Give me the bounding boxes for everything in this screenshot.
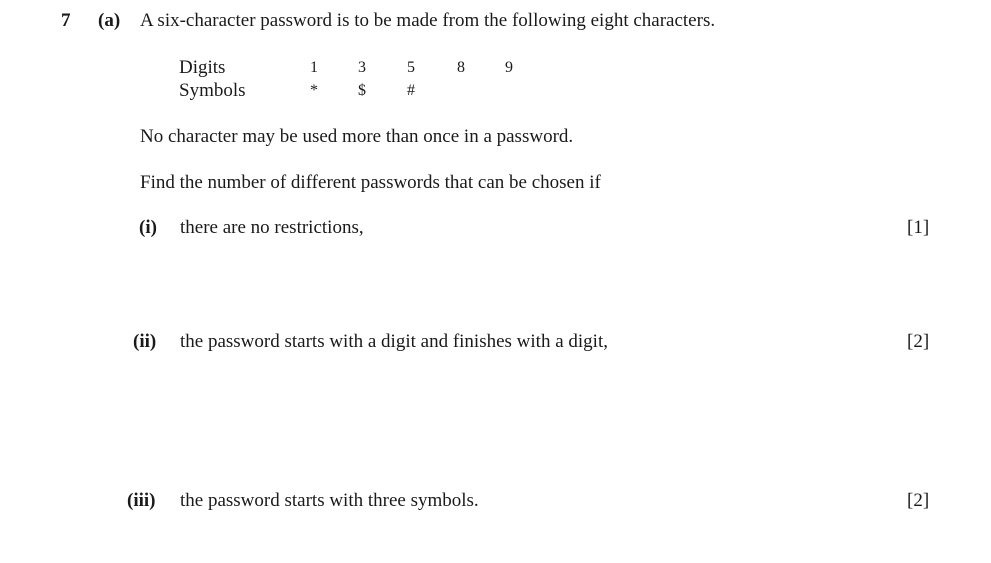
rule-statement: No character may be used more than once in a password. xyxy=(140,126,574,147)
digit-cell: 9 xyxy=(505,59,513,76)
digit-cell: 8 xyxy=(457,59,465,76)
question-intro: A six-character password is to be made from the following eight characters. xyxy=(140,10,716,31)
marks-label: [2] xyxy=(907,331,930,352)
subpart-label: (iii) xyxy=(127,490,156,511)
subpart-text: the password starts with a digit and finishes with a digit, xyxy=(180,331,608,352)
subpart-label: (ii) xyxy=(133,331,157,352)
subpart-text: there are no restrictions, xyxy=(180,217,364,238)
digit-cell: 3 xyxy=(358,59,366,76)
marks-label: [1] xyxy=(907,217,930,238)
symbol-cell: $ xyxy=(358,82,366,99)
digit-cell: 1 xyxy=(310,59,318,76)
subpart-text: the password starts with three symbols. xyxy=(180,490,479,511)
symbol-cell: * xyxy=(310,82,318,99)
symbol-cell: # xyxy=(407,82,415,99)
symbols-label: Symbols xyxy=(179,80,246,101)
part-label: (a) xyxy=(98,10,121,31)
digit-cell: 5 xyxy=(407,59,415,76)
marks-label: [2] xyxy=(907,490,930,511)
question-number: 7 xyxy=(61,10,71,31)
instruction-statement: Find the number of different passwords that can be chosen if xyxy=(140,172,601,193)
digits-label: Digits xyxy=(179,57,226,78)
subpart-label: (i) xyxy=(139,217,157,238)
